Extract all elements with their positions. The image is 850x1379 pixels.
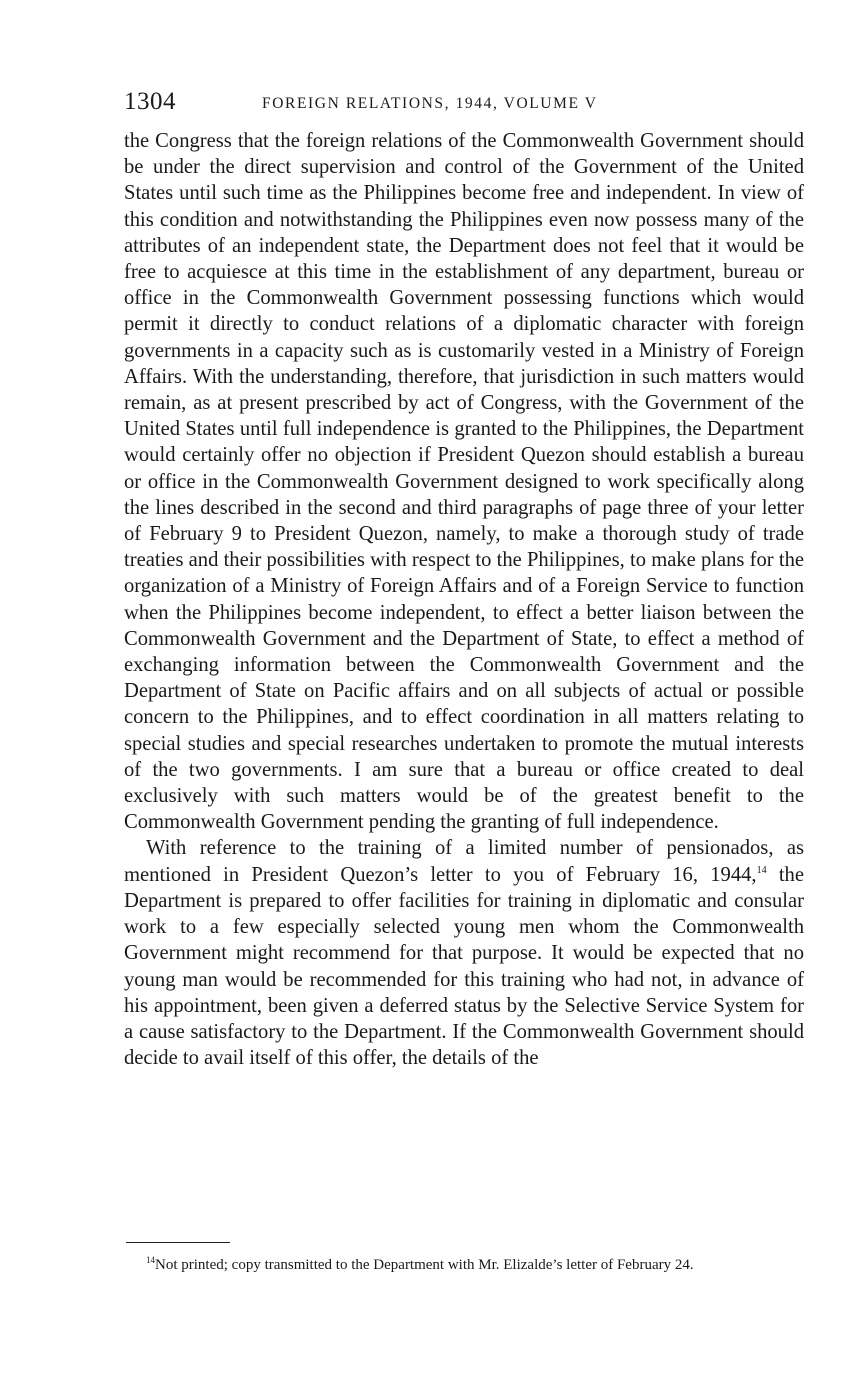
body-text xyxy=(124,128,804,1071)
footnote xyxy=(124,1256,804,1274)
page-number: 1304 xyxy=(124,88,176,115)
paragraph-2-text-after-note: the Department is prepared to offer facilities for training in diplomatic and consular work to a few especially selected young men whom the Commonwealth Government might recommend for that purpose. It would be expected that no young man would be recommended for this training who had not, in advance of his appointment, been given a deferred status by the Selective Service System for a cause satisfactory to the Department. If the Commonwealth Government should decide to avail itself of this offer, the details of the xyxy=(124,863,804,1070)
running-head xyxy=(124,88,804,122)
footnote-reference-marker: 14 xyxy=(756,864,767,876)
paragraph-2-text-before-note: With reference to the training of a limited number of pensionados, as mentioned in President Quezon’s letter to you of February 16, 1944, xyxy=(124,837,804,886)
footnote-text: Not printed; copy transmitted to the Department with Mr. Elizalde’s letter of February 24. xyxy=(155,1257,694,1273)
running-title: FOREIGN RELATIONS, 1944, VOLUME V xyxy=(262,95,598,112)
paragraph-1: the Congress that the foreign relations of the Commonwealth Government should be under the direct supervision and control of the Government of the United States until such time as the Philippines become free and independent. In view of this condition and notwithstanding the Philippines even now possess many of the attributes of an independent state, the Department does not feel that it would be free to acquiesce at this time in the establishment of any department, bureau or office in the Commonwealth Government possessing functions which would permit it directly to conduct relations of a diplomatic character with foreign governments in a capacity such as is customarily vested in a Ministry of Foreign Affairs. With the understanding, therefore, that jurisdiction in such matters would remain, as at present prescribed by act of Congress, with the Government of the United States until full independence is granted to the Philippines, the Department would certainly offer no objection if President Quezon should establish a bureau or office in the Commonwealth Government designed to work specifically along the lines described in the second and third paragraphs of page three of your letter of February 9 to President Quezon, namely, to make a thorough study of trade treaties and their possibilities with respect to the Philippines, to make plans for the organization of a Ministry of Foreign Affairs and of a Foreign Service to function when the Philippines become independent, to effect a better liaison between the Commonwealth Government and the Department of State, to effect a method of exchanging information between the Commonwealth Government and the Department of State on Pacific affairs and on all subjects of actual or possible concern to the Philippines, and to effect coordination in all matters relating to special studies and special researches undertaken to promote the mutual interests of the two governments. I am sure that a bureau or office created to deal exclusively with such matters would be of the greatest benefit to the Commonwealth Government pending the granting of full independence. xyxy=(124,130,804,834)
footnote-divider xyxy=(126,1242,230,1243)
document-page xyxy=(124,88,804,1273)
paragraph-2 xyxy=(124,835,804,1071)
footnote-marker: 14 xyxy=(146,1255,155,1265)
